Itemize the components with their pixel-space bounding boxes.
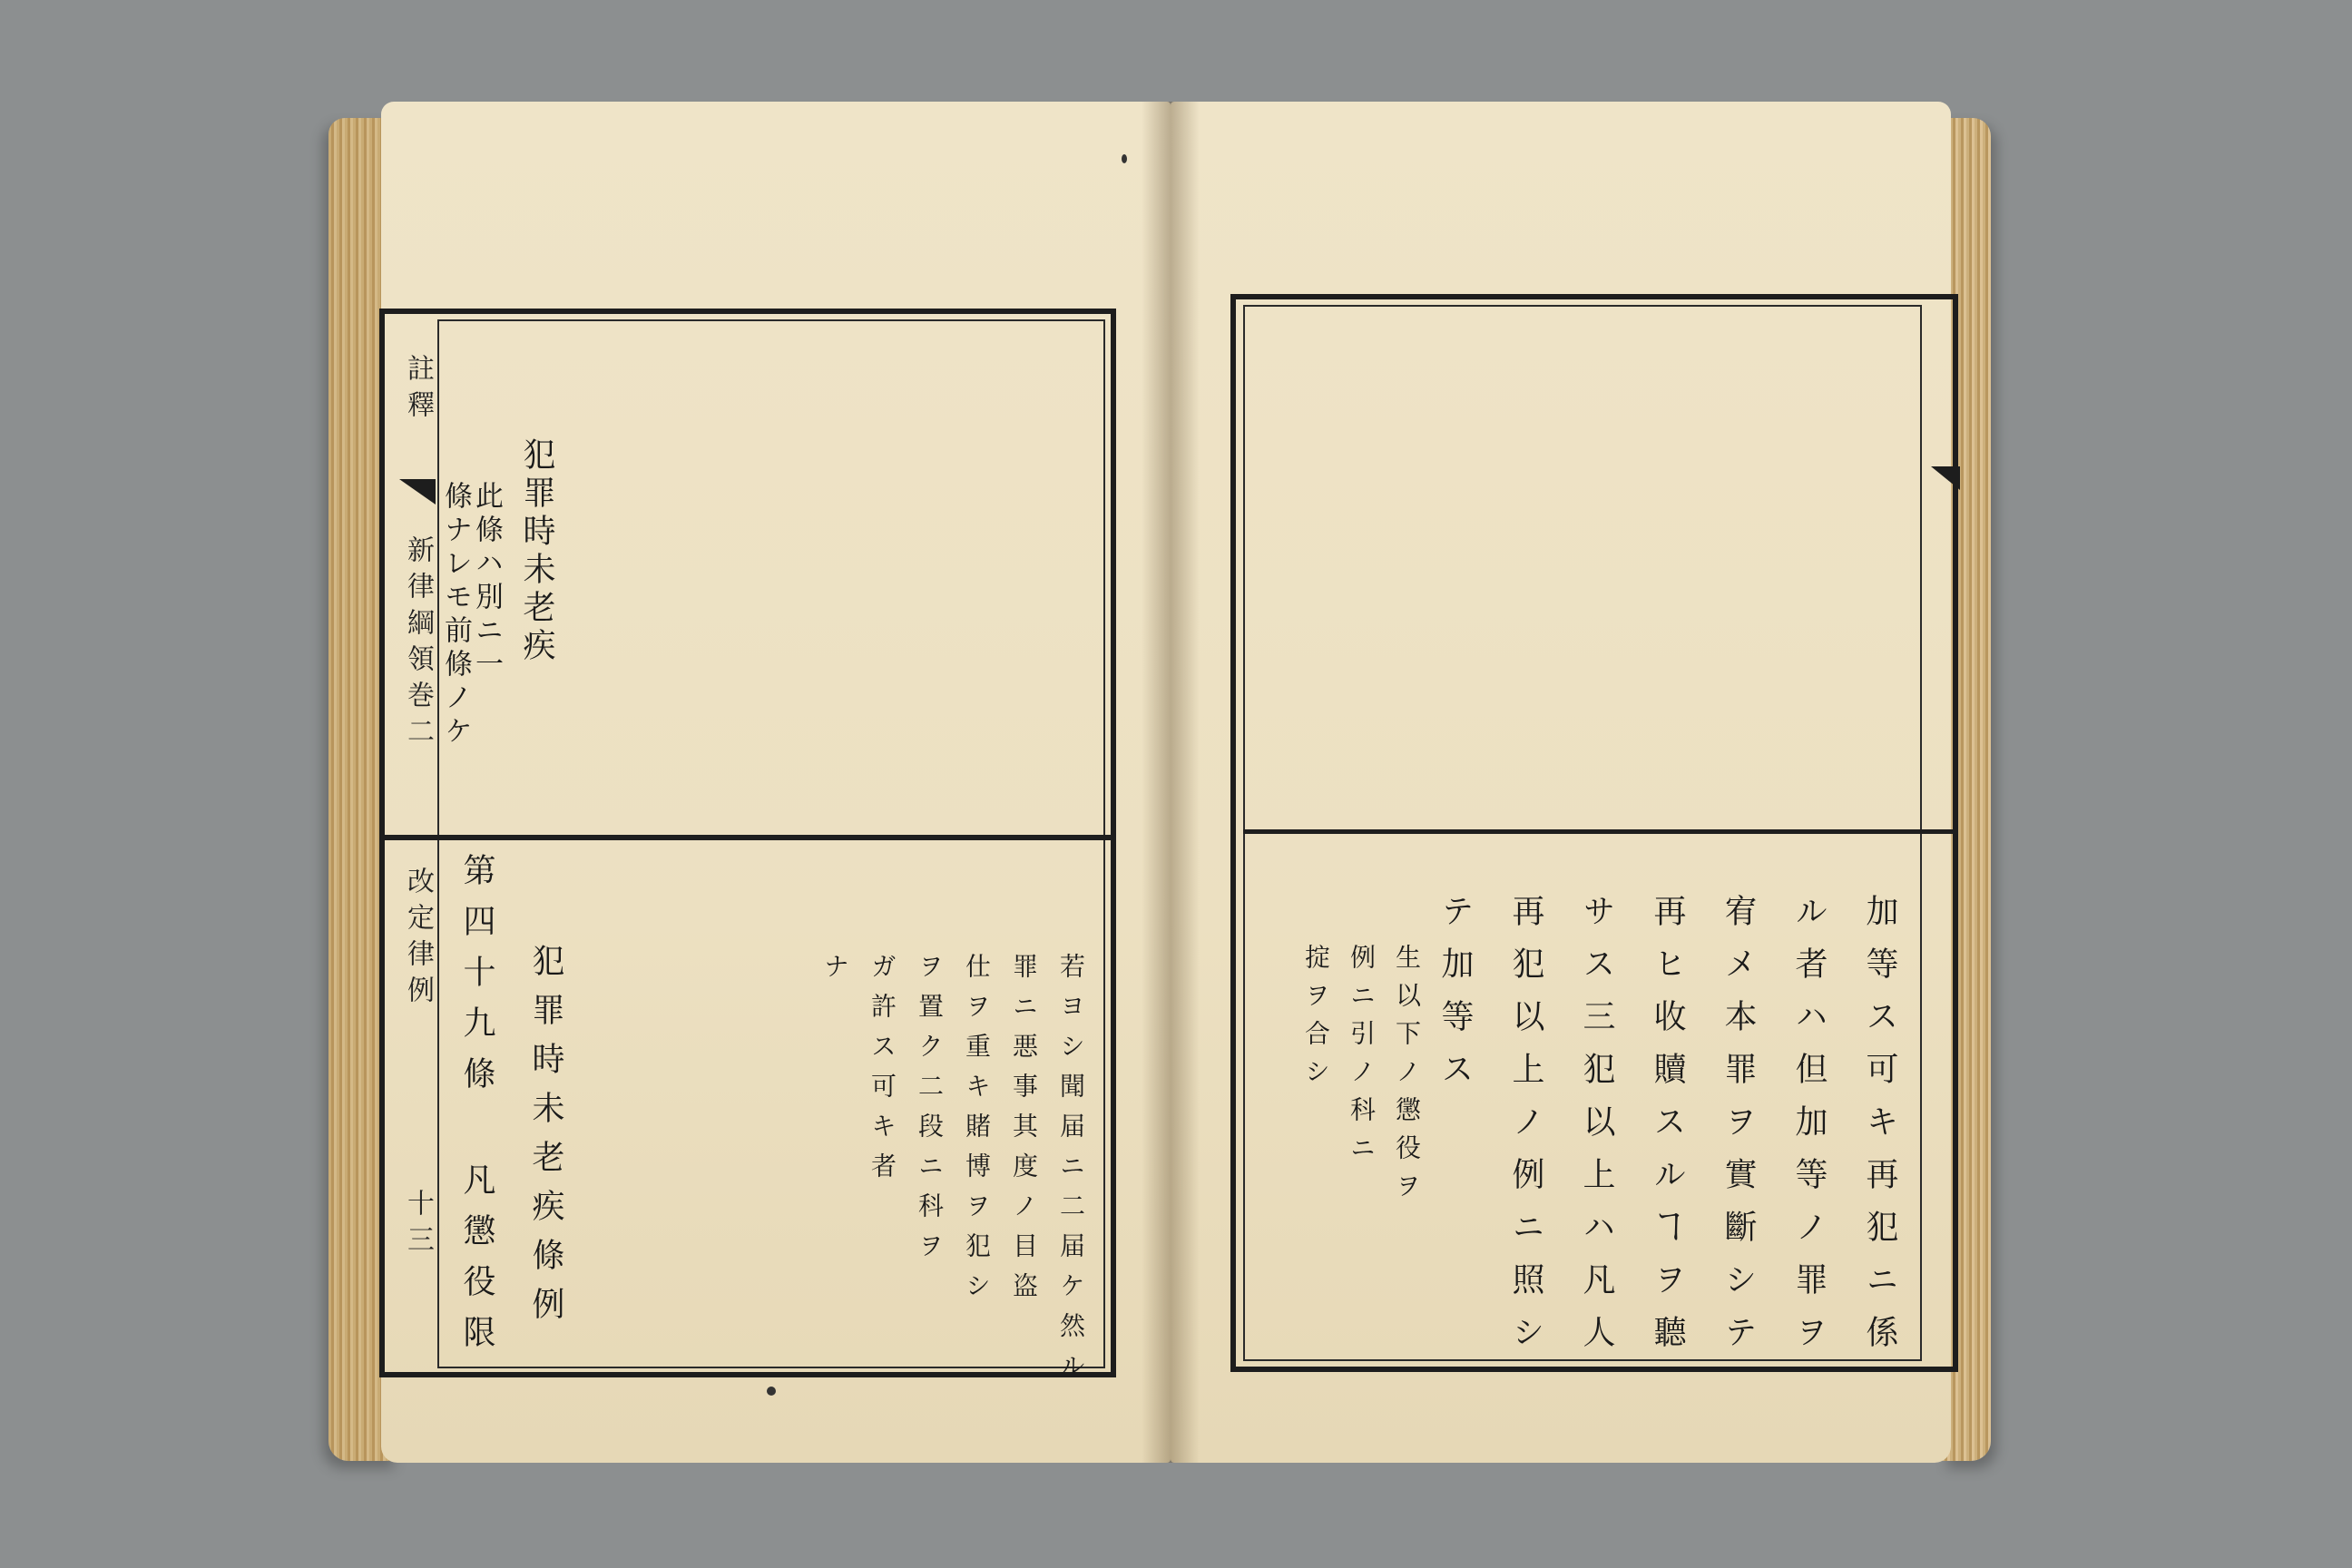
right-text-column-5: サス三犯以上ハ凡人 (1578, 894, 1615, 1367)
right-text-column-10: 掟ヲ合シ (1301, 944, 1331, 1096)
upper-text-column-1: 此條ハ別ニ一 (470, 481, 503, 682)
statute-text-column-4: ヲ置ク二段ニ科ヲ (915, 953, 945, 1272)
statute-text-column-6: ナ (820, 953, 850, 993)
statute-text-column-5: ガ許ス可キ者 (867, 953, 897, 1192)
left-header-rule (381, 835, 1112, 840)
statute-text-column-1: 若ヨシ聞届ニ二届ケ然ル (1056, 953, 1086, 1392)
right-text-column-2: ル者ハ但加等ノ罪ヲ (1790, 894, 1828, 1367)
article-heading-column: 第四十九條 凡懲役限 (458, 853, 495, 1366)
bleed-through-text (1007, 336, 1047, 376)
right-header-rule (1243, 829, 1958, 834)
page-spot (767, 1387, 776, 1396)
upper-heading-column: 犯罪時未老疾 (518, 437, 555, 666)
page-spot (1122, 154, 1127, 163)
right-text-column-6: 再犯以上ノ例ニ照シ (1507, 894, 1544, 1367)
margin-section: 改定律例 (402, 867, 434, 1012)
page-number: 十三 (402, 1189, 434, 1261)
book-gutter (1142, 102, 1200, 1463)
right-text-column-9: 例ニ引ノ科ニ (1347, 944, 1377, 1172)
statute-text-column-2: 罪ニ悪事其度ノ目盗 (1009, 953, 1039, 1312)
fold-marker (1931, 466, 1960, 490)
right-text-column-7: テ加等ス (1436, 894, 1474, 1104)
article-title-column: 犯罪時未老疾條例 (527, 944, 564, 1336)
margin-label-commentary: 註釋 (402, 354, 434, 426)
right-text-column-4: 再ヒ收贖スルヿヲ聽 (1649, 894, 1686, 1367)
margin-title: 新律綱領巻二 (402, 535, 434, 753)
right-text-column-8: 生以下ノ懲役ヲ (1392, 944, 1422, 1210)
right-text-column-3: 宥メ本罪ヲ實斷シテ (1720, 894, 1757, 1367)
upper-text-column-2: 條ナレモ前條ノケ (439, 481, 472, 750)
statute-text-column-3: 仕ヲ重キ賭博ヲ犯シ (962, 953, 992, 1312)
right-text-column-1: 加等ス可キ再犯ニ係 (1861, 894, 1898, 1367)
